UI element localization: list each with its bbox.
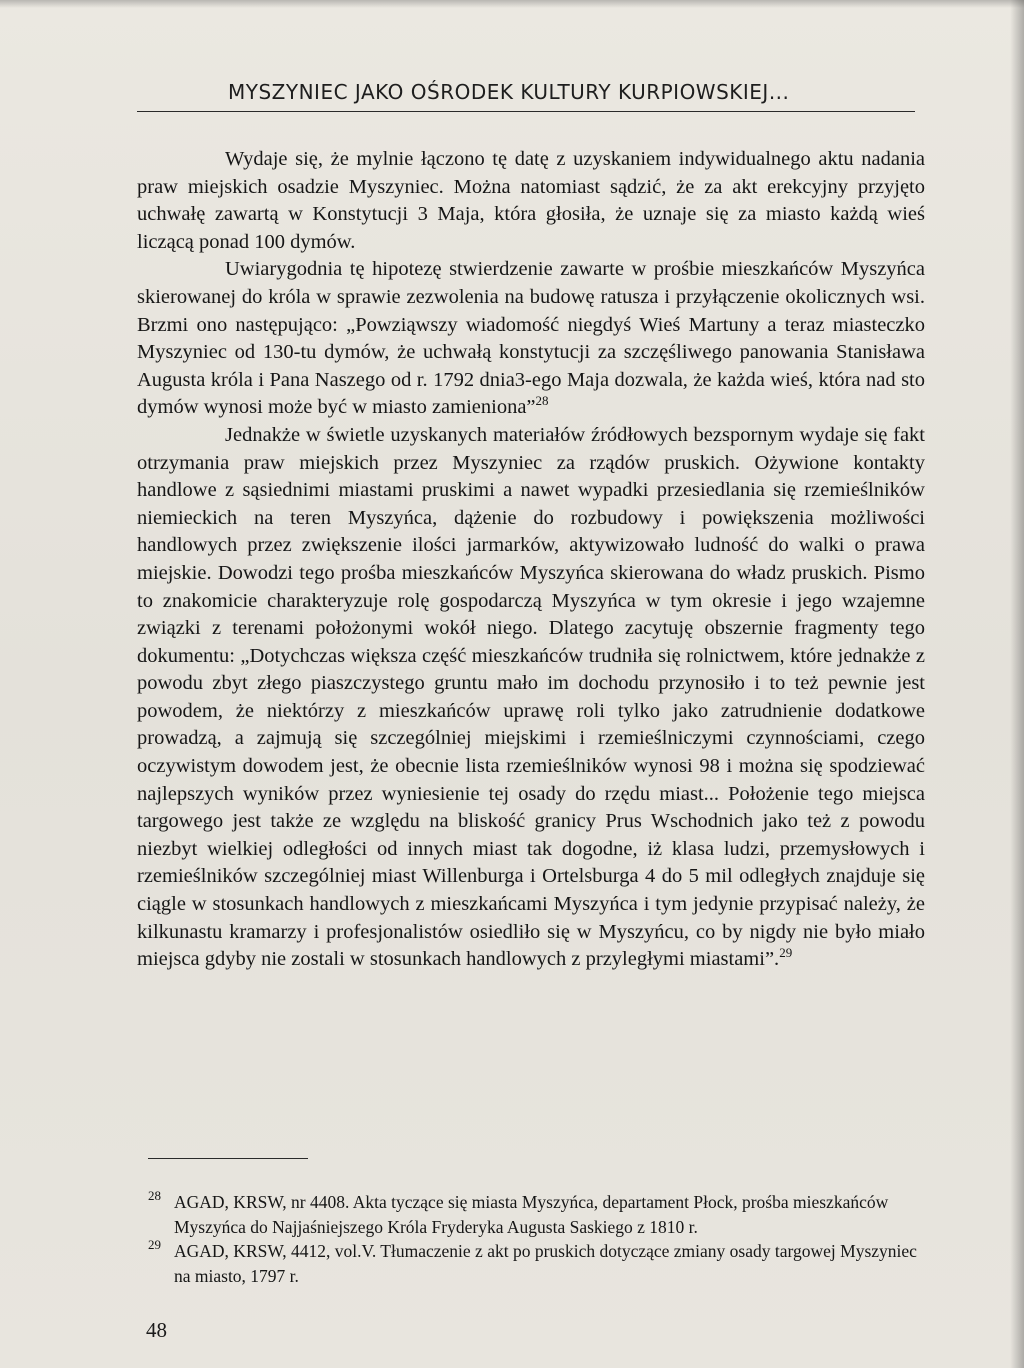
footnote-28	[148, 1190, 926, 1239]
footnote-separator	[148, 1158, 308, 1159]
scan-shadow-right	[1010, 0, 1024, 1368]
paragraph-3-text: Jednakże w świetle uzyskanych materiałów źródłowych bezspornym wydaje się fakt otrzymania praw miejskich przez Myszyniec za rządów pruskich. Ożywione kontakty handlowe z sąsiednimi miastami pruskimi a nawet wypadki przesiedlania się rzemieślników niemieckich na teren Myszyńca, dążenie do rozbudowy i powiększenia możliwości handlowych przez zwiększenie ilości jarmarków, aktywizowało ludność do walki o prawa miejskie. Dowodzi tego prośba mieszkańców Myszyńca skierowana do władz pruskich. Pismo to znakomicie charakteryzuje rolę gospodarczą Myszyńca w tym okresie i jego wzajemne związki z terenami położonymi wokół niego. Dlatego zacytuję obszernie fragmenty tego dokumentu: „Dotychczas większa część mieszkańców trudniła się rolnictwem, które jednakże z powodu zbyt złego piaszczystego gruntu mało im dochodu przynosiło i to też pewnie jest powodem, że niektórzy z mieszkańców uprawę roli tylko jako zatrudnienie dodatkowe prowadzą, a zajmują się szczególniej miejskimi i rzemieślniczymi czynnościami, czego oczywistym dowodem jest, że obecnie lista rzemieślników wynosi 98 i można się spodziewać najlepszych wyników przez wyniesienie tej osady do rzędu miast... Położenie tego miejsca targowego jest także ze względu na bliskość granicy Prus Wschodnich jako też z powodu niezbyt wielkiej odległości od innych miast tak dogodne, iż klasa ludzi, przemysłowych i rzemieślników szczególniej miast Willenburga i Ortelsburga 4 do 5 mil odległych znajduje się ciągle w stosunkach handlowych z mieszkańcami Myszyńca i tym jedynie przypisać należy, że kilkunastu kramarzy i profesjonalistów osiedliło się w Myszyńcu, co by nigdy nie było miało miejsca gdyby nie zostali w stosunkach handlowych z przyległymi miastami”.	[137, 423, 925, 971]
footnote-text: AGAD, KRSW, 4412, vol.V. Tłumaczenie z akt po pruskich dotyczące zmiany osady targowej Myszyniec na miasto, 1797 r.	[174, 1241, 917, 1286]
header-rule	[137, 111, 915, 112]
footnotes	[148, 1190, 926, 1288]
paragraph-1	[137, 146, 925, 256]
scan-shadow-top	[0, 0, 1024, 8]
footnote-number: 29	[148, 1237, 161, 1252]
footnote-text: AGAD, KRSW, nr 4408. Akta tyczące się miasta Myszyńca, departament Płock, prośba mieszkańców Myszyńca do Najjaśniejszego Króla Fryderyka Augusta Saskiego z 1810 r.	[174, 1192, 889, 1237]
paragraph-2	[137, 256, 925, 422]
footnote-number: 28	[148, 1188, 161, 1203]
paragraph-2-text: Uwiarygodnia tę hipotezę stwierdzenie zawarte w prośbie mieszkańców Myszyńca skierowanej do króla w sprawie zezwolenia na budowę ratusza i przyłączenie okolicznych wsi. Brzmi ono następująco: „Powziąwszy wiadomość niegdyś Wieś Martuny a teraz miasteczko Myszyniec od 130-tu dymów, że uchwałą konstytucji za szczęśliwego panowania Stanisława Augusta króla i Pana Naszego od r. 1792 dnia3-ego Maja dozwala, że każda wieś, która nad sto dymów wynosi może być w miasto zamieniona”	[137, 258, 925, 419]
body-text	[137, 146, 925, 974]
paragraph-1-text: Wydaje się, że mylnie łączono tę datę z uzyskaniem indywidualnego aktu nadania praw miejskich osadzie Myszyniec. Można natomiast sądzić, że za akt erekcyjny przyjęto uchwałę zawartą w Konstytucji 3 Maja, która głosiła, że uznaje się za miasto każdą wieś liczącą ponad 100 dymów.	[137, 148, 925, 253]
page-number: 48	[146, 1318, 167, 1342]
footnote-29	[148, 1239, 926, 1288]
paragraph-3	[137, 422, 925, 974]
footnote-ref-29[interactable]: 29	[779, 945, 793, 961]
running-head: MYSZYNIEC JAKO OŚRODEK KULTURY KURPIOWSKIEJ...	[228, 80, 790, 104]
footnote-ref-28[interactable]: 28	[535, 393, 549, 409]
